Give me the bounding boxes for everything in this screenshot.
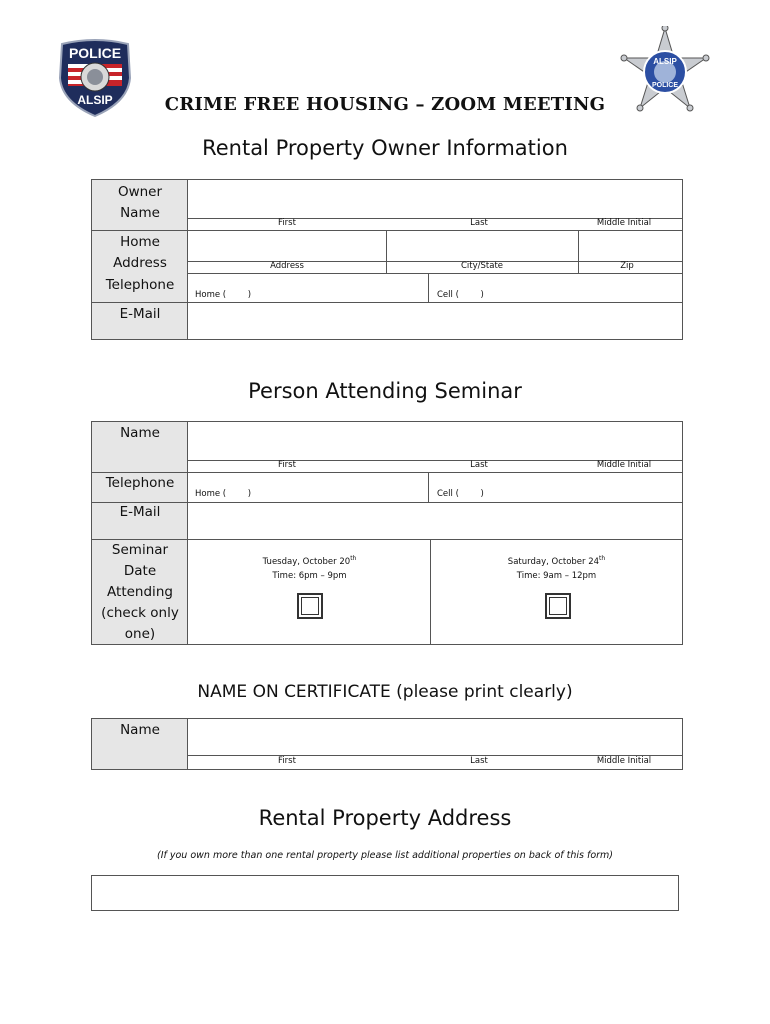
owner-email-label: E-Mail — [119, 306, 161, 322]
owner-address-field[interactable] — [189, 231, 385, 261]
attendee-last-sublabel: Last — [470, 460, 488, 470]
attendee-name-field[interactable] — [189, 422, 682, 460]
certificate-section-title: NAME ON CERTIFICATE (please print clearly) — [197, 682, 573, 702]
owner-home-phone-sublabel: Home ( ) — [195, 290, 252, 300]
owner-cell-phone-sublabel: Cell ( ) — [437, 290, 484, 300]
saturday-seminar-checkbox[interactable] — [545, 593, 571, 619]
owner-address-sublabel: Address — [270, 261, 304, 271]
option-saturday-time: Time: 9am – 12pm — [516, 571, 597, 581]
certificate-table — [91, 718, 683, 770]
attendee-home-phone-sublabel: Home ( ) — [195, 489, 252, 499]
option-tuesday-day: Tuesday, October 20th — [262, 555, 357, 567]
attendee-section-title: Person Attending Seminar — [248, 379, 522, 403]
certificate-middle-sublabel: Middle Initial — [596, 756, 652, 766]
owner-telephone-label: Telephone — [105, 277, 175, 293]
attendee-name-label: Name — [120, 425, 160, 441]
attendee-email-field[interactable] — [189, 503, 682, 538]
rental-section-title: Rental Property Address — [258, 806, 512, 830]
owner-city-state-field[interactable] — [387, 231, 577, 261]
owner-section-title: Rental Property Owner Information — [202, 136, 568, 160]
option-saturday-day: Saturday, October 24th — [507, 555, 606, 567]
owner-name-field[interactable] — [189, 180, 682, 218]
owner-info-table — [91, 179, 683, 340]
certificate-name-label: Name — [120, 722, 160, 738]
owner-city-state-sublabel: City/State — [460, 261, 504, 271]
option-tuesday-time: Time: 6pm – 9pm — [272, 571, 347, 581]
attendee-middle-sublabel: Middle Initial — [596, 460, 652, 470]
attendee-email-label: E-Mail — [119, 504, 161, 520]
attendee-telephone-label: Telephone — [105, 475, 175, 491]
home-address-label: Home Address — [113, 234, 167, 271]
svg-text:ALSIP: ALSIP — [653, 57, 677, 66]
seminar-date-label: Seminar Date Attending (check only one) — [101, 542, 179, 642]
owner-zip-sublabel: Zip — [620, 261, 634, 271]
certificate-first-sublabel: First — [278, 756, 296, 766]
svg-text:POLICE: POLICE — [68, 45, 122, 61]
certificate-last-sublabel: Last — [470, 756, 488, 766]
rental-address-field[interactable] — [91, 875, 679, 911]
owner-middle-sublabel: Middle Initial — [596, 218, 652, 228]
owner-name-label: Owner Name — [117, 184, 163, 221]
owner-last-sublabel: Last — [470, 218, 488, 228]
certificate-name-field[interactable] — [189, 719, 682, 755]
owner-zip-field[interactable] — [579, 231, 682, 261]
rental-section-note: (If you own more than one rental property please list additional properties on back of this form) — [156, 850, 614, 861]
attendee-first-sublabel: First — [278, 460, 296, 470]
attendee-info-table — [91, 421, 683, 645]
svg-text:POLICE: POLICE — [651, 82, 679, 89]
owner-email-field[interactable] — [189, 303, 682, 339]
owner-first-sublabel: First — [278, 218, 296, 228]
svg-text:ALSIP: ALSIP — [77, 93, 113, 107]
attendee-cell-phone-sublabel: Cell ( ) — [437, 489, 484, 499]
tuesday-seminar-checkbox[interactable] — [297, 593, 323, 619]
page-title: CRIME FREE HOUSING – ZOOM MEETING — [164, 94, 606, 115]
